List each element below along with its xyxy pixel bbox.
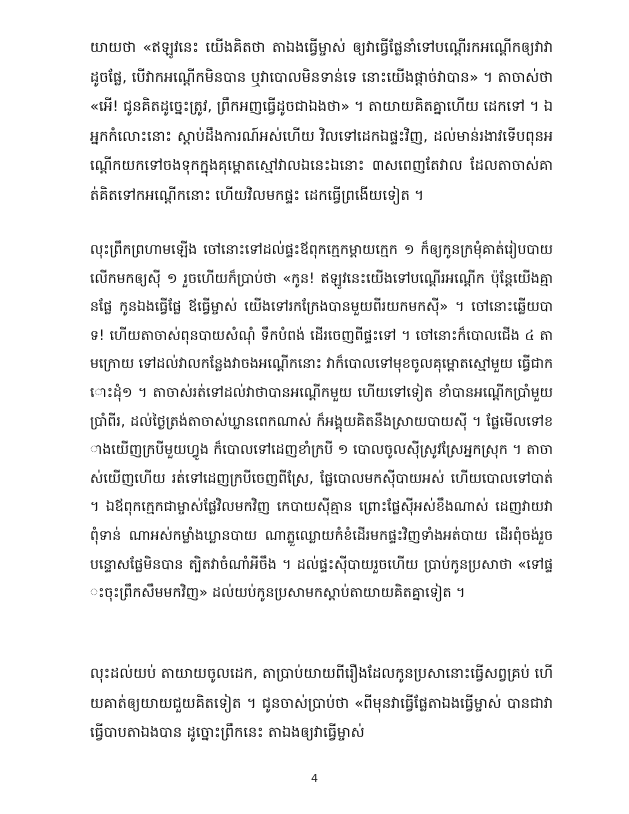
paragraph: យាយថា «ឥឡូវនេះ យើងគិតថា តាឯងធ្វើម្ចាស់ ឲ្យវាធ្វើផ្លែនាំទៅបណ្ដើរកអណ្ដើកឲ្យវាវាដូចផ្លែ, បើវាកអណ្ដើកមិនបាន ឬវាបោលមិនទាន់ទេ នោះយើងផ្ដាច់វាបាន» ។ តាចាស់ថា «អើ! ជូនគិតដូច្នេះត្រូវ, ព្រឹកអញធ្វើដូចជាឯងថា» ។ តាយាយគិតគ្នាហើយ ដេកទៅ ។ ឯអ្នកកំលោះនោះ ស្ដាប់ដឹងការណ៍អស់ហើយ វិលទៅដេកឯផ្ទះវិញ, ដល់មាន់រងាវទើបពុនអណ្ដើកយកទៅចងទុកក្នុងគុម្ពោតស្មៅវាលឯនេះឯនោះ ៣សពេញតែវាល ដែលតាចាស់គាត់គិតទៅកអណ្ដើកនោះ ហើយវិលមកផ្ទះ ដេកធ្វើព្រងើយទៀត ។ [90,40,553,204]
page-number: 4 [311,772,318,785]
paragraph: លុះដល់យប់ តាយាយចូលដេក, តាប្រាប់យាយពីរឿងដែលកូនប្រសានោះធ្វើសព្វគ្រប់ ហើយគាត់ឲ្យយាយជួយគិតទៀត ។ ជូនចាស់ប្រាប់ថា «ពីមុនវាធ្វើផ្លែតាឯងធ្វើម្ចាស់ បានជាវាធ្វើបាបតាឯងបាន ដូច្នោះព្រឹកនេះ តាឯងឲ្យវាធ្វើម្ចាស់ [90,666,553,741]
paragraph: លុះព្រឹកព្រហាមឡើង ចៅនោះទៅដល់ផ្ទះឪពុកក្មេកម្ដាយក្មេក ១ ក៏ឲ្យកូនក្រមុំគាត់រៀបបាយលើកមកឲ្យស៊ី ១ រួចហើយក៏ប្រាប់ថា «កូន! ឥឡូវនេះយើងទៅបណ្ដើរអណ្ដើក ប៉ុន្តែយើងគ្មានផ្លែ កូនឯងធ្វើផ្លែ ឪធ្វើម្ចាស់ យើងទៅរកក្រែងបានមួយពីរយកមកស៊ី» ។ ចៅនោះឆ្លើយបាទ! ហើយតាចាស់ពុនបាយសំណុំ ទឹកបំពង់ ដើរចេញពីផ្ទះទៅ ។ ចៅនោះក៏បោលជើង ៤ តាមក្រោយ ទៅដល់វាលកន្លែងវាចងអណ្ដើកនោះ វាក៏បោលទៅមុខចូលគុម្ពោតស្មៅមួយ ធ្វើជាកោះដុំ១ ។ តាចាស់រត់ទៅដល់វាថាបានអណ្ដើកមួយ ហើយទៅទៀត ខាំបានអណ្ដើកប្រាំមួយប្រាំពីរ, ដល់ថ្ងៃត្រង់តាចាស់ឃ្លានពេកណាស់ ក៏អង្គុយគិតនឹងស្រាយបាយស៊ី ។ ផ្លែមើលទៅខាងយើញក្របីមួយហ្វូង ក៏បោលទៅដេញខាំក្របី ១ បោលចូលស៊ីស្រូវស្រែអ្នកស្រុក ។ តាចាស់យើញហើយ រត់ទៅដេញក្របីចេញពីស្រែ, ផ្លែបោលមកស៊ីបាយអស់ ហើយបោលទៅបាត់ ។ ឯឪពុកក្មេកជាម្ចាស់ផ្លែវិលមកវិញ កេបាយស៊ីគ្មាន ព្រោះផ្លែស៊ីអស់ខឹងណាស់ ដេញវាយវាពុំទាន់ ណាអស់កម្លាំងឃ្លានបាយ ណាភ្លួឈ្លោយកំខំដើរមកផ្ទះវិញទាំងអត់បាយ ដើរពុំចង់រួច បន្ទោសផ្លែមិនបាន ត្បិតវាចំណាំអីចឹង ។ ដល់ផ្ទះស៊ីបាយរួចហើយ ប្រាប់កូនប្រសាថា «ទៅផ្ទះចុះព្រឹកសឹមមកវិញ» ដល់យប់កូនប្រសាមកស្ដាប់តាយាយគិតគ្នាទៀត ។ [90,242,553,602]
